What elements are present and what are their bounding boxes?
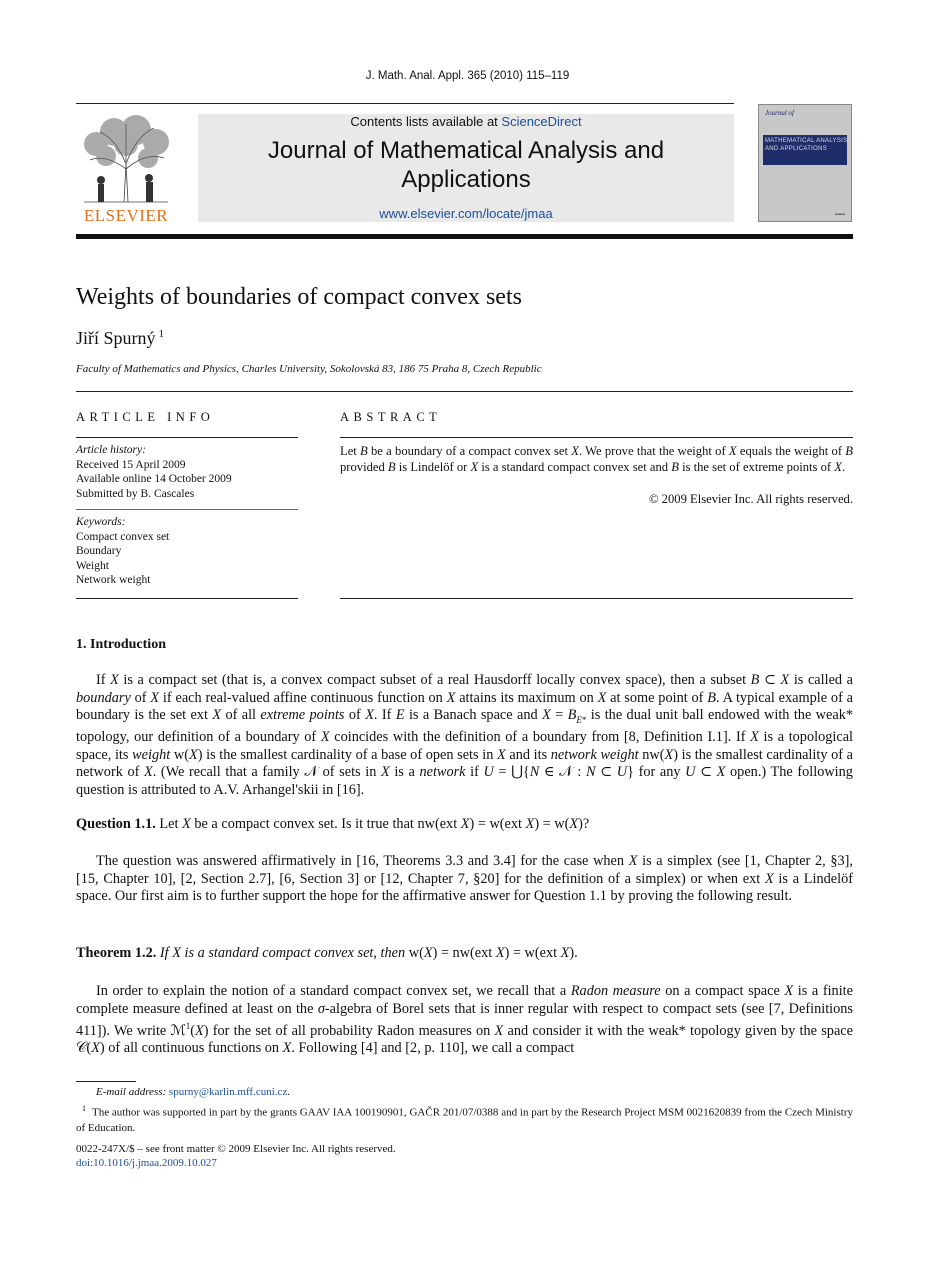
keyword-item: Network weight	[76, 574, 151, 586]
abstract-copyright: © 2009 Elsevier Inc. All rights reserved.	[648, 492, 853, 506]
header-thick-rule	[76, 234, 853, 239]
online-date: Available online 14 October 2009	[76, 473, 232, 485]
abstract-rule-bottom	[340, 598, 853, 599]
keywords-block	[76, 515, 298, 588]
cover-footer-mark: ▬▬	[835, 212, 845, 217]
cover-title: Journal of	[765, 109, 794, 117]
info-rule-mid	[76, 509, 298, 510]
abstract-rule-top	[340, 437, 853, 438]
cover-band-text: MATHEMATICAL ANALYSIS AND APPLICATIONS	[765, 138, 848, 152]
author-footnote-mark[interactable]: 1	[158, 328, 165, 340]
footnote-text: The author was supported in part by the grants GAAV IAA 100190901, GAČR 201/07/0388 and in part by the Research Project MSM 0021620839 from the Czech Ministry of Education.	[76, 1106, 853, 1134]
affiliation-rule	[76, 391, 853, 392]
abstract-text: Let B be a boundary of a compact convex set X. We prove that the weight of X equals the weight of B provided B is Lindelöf or X is a standard compact convex set and B is the set of extreme points of X.	[340, 444, 853, 474]
question-1-1: Question 1.1. Let X be a compact convex set. Is it true that nw(ext X) = w(ext X) = w(X)?	[76, 816, 590, 832]
journal-url-link[interactable]: www.elsevier.com/locate/jmaa	[379, 206, 553, 221]
intro-paragraph-3: In order to explain the notion of a standard compact convex set, we recall that a Radon measure on a compact space X is a finite complete measure defined at least on the σ-algebra of Borel sets that is inner regular with respect to compact sets (see [7, Definitions 411]). We write ℳ$^1$(X) for the set of all probability Radon measures on X and consider it with the weak* topology given by the space 𝒞(X) of all continuous functions on X. Following [4] and [2, p. 110], we call a compact	[76, 983, 854, 1057]
section-heading: 1. Introduction	[76, 637, 166, 652]
author-name: Jiří Spurný	[76, 328, 156, 348]
article-history	[76, 443, 298, 501]
received-date: Received 15 April 2009	[76, 458, 186, 471]
journal-banner	[198, 114, 734, 222]
journal-title	[198, 136, 734, 194]
journal-title-line2: Applications	[401, 166, 531, 193]
article-info-heading: ARTICLE INFO	[76, 410, 215, 424]
contents-line	[198, 114, 734, 129]
keywords-label: Keywords:	[76, 516, 126, 528]
info-rule-top	[76, 437, 298, 438]
elsevier-wordmark: ELSEVIER	[83, 206, 169, 225]
journal-citation: J. Math. Anal. Appl. 365 (2010) 115–119	[365, 70, 570, 82]
header-top-rule	[76, 103, 734, 104]
elsevier-logo	[76, 114, 176, 225]
abstract-heading: ABSTRACT	[340, 410, 442, 424]
article-title: Weights of boundaries of compact convex sets	[76, 284, 522, 310]
footnote-rule	[76, 1081, 136, 1082]
email-label: E-mail address:	[96, 1086, 167, 1098]
doi-link[interactable]: doi:10.1016/j.jmaa.2009.10.027	[76, 1157, 217, 1169]
issn-line: 0022-247X/$ – see front matter © 2009 Elsevier Inc. All rights reserved.	[76, 1143, 396, 1155]
keyword-item: Boundary	[76, 545, 122, 557]
funding-footnote	[76, 1101, 853, 1136]
history-label: Article history:	[76, 444, 146, 456]
tree-icon	[76, 114, 176, 204]
keyword-item: Weight	[76, 559, 109, 572]
contents-prefix: Contents lists available at	[350, 114, 502, 129]
affiliation: Faculty of Mathematics and Physics, Charles University, Sokolovská 83, 186 75 Praha 8, Czech Republic	[76, 363, 542, 375]
email-link[interactable]: spurny@karlin.mff.cuni.cz	[168, 1086, 288, 1098]
info-rule-bottom	[76, 598, 298, 599]
theorem-1-2: Theorem 1.2. If X is a standard compact convex set, then w(X) = nw(ext X) = w(ext X).	[76, 945, 578, 961]
sciencedirect-link[interactable]: ScienceDirect	[501, 114, 582, 129]
intro-paragraph-2: The question was answered affirmatively in [16, Theorems 3.3 and 3.4] for the case when X is a simplex (see [1, Chapter 2, §3], [15, Chapter 10], [2, Section 2.7], [6, Section 3] or [12, Chapter 7, §20] for the definition of a simplex) or when ext X is a Lindelöf space. Our first aim is to further support the hope for the affirmative answer for Question 1.1 by proving the following result.	[76, 853, 853, 904]
email-footnote	[96, 1086, 290, 1098]
author-line	[76, 328, 164, 349]
intro-paragraph-1: If X is a compact set (that is, a convex compact subset of a real Hausdorff locally convex space), then a subset B ⊂ X is called a boundary of X if each real-valued affine continuous function on X attains its maximum on X at some point of B. A typical example of a boundary is the set ext X of all extreme points of X. If E is a Banach space and $X = B_{E*}$ is the dual unit ball endowed with the weak* topology, our definition of a boundary of X coincides with the definition of a boundary from [8, Definition I.1]. If X is a topological space, its weight w(X) is the smallest cardinality of a base of open sets in X and its network weight nw(X) is the smallest cardinality of a network of X. (We recall that a family 𝒩 of sets in X is a network if U = ⋃{N ∈ 𝒩 : N ⊂ U} for any U ⊂ X open.) The following question is attributed to A.V. Arhangel'skii in [16].	[76, 672, 854, 798]
journal-cover-thumbnail	[758, 104, 852, 222]
keyword-item: Compact convex set	[76, 530, 170, 543]
journal-title-line1: Journal of Mathematical Analysis and	[267, 137, 665, 164]
email-period: .	[287, 1086, 291, 1098]
footnote-mark: 1	[82, 1104, 86, 1113]
submitted-by: Submitted by B. Cascales	[76, 487, 195, 500]
